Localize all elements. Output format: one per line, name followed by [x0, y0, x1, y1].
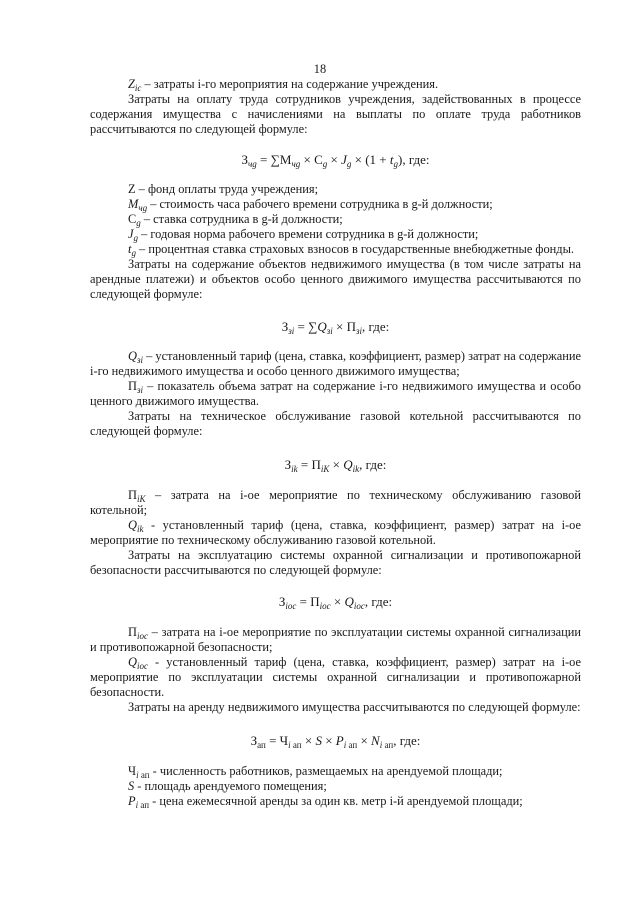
symbol: t — [128, 242, 132, 256]
formula-term: × П — [332, 319, 357, 334]
paragraph-security-costs: Затраты на эксплуатацию системы охранной сигнализации и противопожарной безопасности рассчитываются по следующей формуле: — [90, 548, 581, 577]
formula-term: × — [327, 152, 342, 167]
formula-term: = ∑ — [294, 319, 318, 334]
subscript-index: i — [135, 800, 139, 810]
formula-term: , где: — [393, 733, 421, 748]
formula-sub-text: ап — [382, 740, 394, 750]
formula-term: , где: — [364, 594, 393, 609]
formula-term: J — [341, 152, 347, 167]
formula-term: P — [335, 733, 344, 748]
formula-term: × — [321, 733, 336, 748]
formula-term: = П — [297, 457, 321, 472]
subscript: g — [136, 218, 141, 228]
symbol: Ч — [128, 764, 137, 778]
formula-sub — [344, 740, 357, 750]
formula-sub: iK — [320, 464, 330, 474]
formula-property — [90, 319, 581, 334]
formula-term: Q — [344, 594, 354, 609]
formula-sub: зi — [356, 326, 363, 336]
formula-sub: g — [346, 159, 352, 169]
text: – процентная ставка страховых взносов в государственные внебюджетные фонды. — [135, 242, 574, 256]
formula-term: = П — [296, 594, 320, 609]
subscript: ioc — [136, 661, 148, 671]
formula-term: З — [278, 594, 286, 609]
text: - цена ежемесячной аренды за один кв. метр i-й арендуемой площади; — [149, 794, 523, 808]
paragraph-rent-costs: Затраты на аренду недвижимого имущества рассчитываются по следующей формуле: — [128, 700, 581, 714]
formula-term: × — [301, 733, 316, 748]
formula-term: ), где: — [398, 152, 430, 167]
text: – установленный тариф (цена, ставка, коэффициент, размер) затрат на содержание i-го недвижимого имущества и особо ценного движимого имущества; — [90, 349, 581, 378]
formula-sub: ioc — [319, 601, 331, 611]
formula-sub — [380, 740, 393, 750]
definition-t — [90, 242, 581, 257]
formula-sub: ioc — [285, 601, 297, 611]
formula-term: , где: — [359, 457, 387, 472]
formula-sub: g — [393, 159, 399, 169]
text: - установленный тариф (цена, ставка, коэффициент, размер) затрат на i-ое мероприятие по эксплуатации системы охранной сигнализации и противопожарной безопасности. — [90, 655, 581, 699]
formula-sub-text: ап — [290, 740, 302, 750]
subscript: g — [133, 233, 138, 243]
definition-j — [90, 227, 581, 242]
symbol: Q — [128, 349, 137, 363]
formula-sub: чg — [291, 159, 301, 169]
definition-q-security — [90, 655, 581, 700]
subscript-text: ап — [138, 800, 150, 810]
text: - численность работников, размещаемых на арендуемой площади; — [149, 764, 503, 778]
symbol: S — [128, 779, 135, 793]
definition-m — [90, 197, 581, 212]
formula-term: З — [241, 152, 248, 167]
formula-sub — [288, 740, 301, 750]
definition-p-boiler — [90, 488, 581, 518]
subscript: ic — [134, 83, 142, 93]
formula-term: З — [250, 733, 258, 748]
definition-p-security — [90, 625, 581, 655]
formula-labor — [90, 152, 581, 167]
paragraph-zic — [90, 77, 581, 92]
symbol: Z — [128, 77, 135, 91]
symbol: Q — [128, 518, 137, 532]
formula-rent — [90, 733, 581, 748]
definition-c — [90, 212, 581, 227]
subscript: чg — [138, 203, 148, 213]
formula-sub-text: ап — [346, 740, 358, 750]
symbol: П — [128, 488, 137, 502]
formula-term: t — [389, 152, 394, 167]
subscript: g — [131, 248, 136, 258]
text: – показатель объема затрат на содержание i-го недвижимого имущества и особо ценного движимого имущества. — [90, 379, 581, 408]
text: – затраты i-го мероприятия на содержание учреждения. — [141, 77, 439, 91]
formula-sub: ik — [291, 464, 298, 474]
formula-security — [90, 594, 581, 609]
formula-term: = Ч — [265, 733, 289, 748]
subscript: ik — [136, 524, 144, 534]
text: – стоимость часа рабочего времени сотрудника в g-й должности; — [147, 197, 493, 211]
symbol: Q — [128, 655, 137, 669]
formula-term: Q — [343, 457, 353, 472]
formula-term: × — [330, 594, 345, 609]
formula-boiler — [90, 457, 581, 472]
formula-term: З — [281, 319, 289, 334]
definition-p-property — [90, 379, 581, 409]
subscript-text: ап — [138, 770, 150, 780]
formula-sub-index: i — [288, 740, 291, 750]
paragraph-labor-costs: Затраты на оплату труда сотрудников учреждения, задействованных в процессе содержания имущества с начислениями на выплаты по оплате труда работников рассчитываются по следующей формуле: — [90, 92, 581, 136]
text: – затрата на i-ое мероприятие по техническому обслуживанию газовой котельной; — [90, 488, 581, 517]
formula-sub: ап — [257, 740, 266, 750]
formula-sub-index: i — [379, 740, 383, 750]
definition-ch-rent — [90, 764, 581, 779]
definition-q-boiler — [90, 518, 581, 548]
subscript-index: i — [136, 770, 139, 780]
paragraph-boiler-costs: Затраты на техническое обслуживание газовой котельной рассчитываются по следующей формуле: — [90, 409, 581, 438]
formula-term: , где: — [362, 319, 390, 334]
formula-sub: зi — [288, 326, 295, 336]
symbol: П — [128, 379, 137, 393]
formula-term: N — [371, 733, 380, 748]
text: – затрата на i-ое мероприятие по эксплуатации системы охранной сигнализации и противопожарной безопасности; — [90, 625, 581, 654]
subscript: зi — [136, 385, 143, 395]
formula-sub: зi — [326, 326, 333, 336]
formula-term: S — [315, 733, 322, 748]
definition-z: Z – фонд оплаты труда учреждения; — [128, 182, 319, 196]
document-body — [90, 77, 581, 809]
subscript: ioc — [136, 631, 148, 641]
definition-q-property — [90, 349, 581, 379]
symbol: J — [128, 227, 134, 241]
subscript — [136, 800, 149, 810]
subscript: зi — [136, 355, 143, 365]
formula-term: × С — [300, 152, 323, 167]
symbol: П — [128, 625, 137, 639]
paragraph-property-costs: Затраты на содержание объектов недвижимого имущества (в том числе затраты на арендные платежи) и объектов особо ценного движимого имущества рассчитываются по следующей формуле: — [90, 257, 581, 301]
definition-p-rent — [90, 794, 581, 809]
formula-term: З — [284, 457, 292, 472]
text: – годовая норма рабочего времени сотрудника в g-й должности; — [138, 227, 479, 241]
formula-sub: чg — [247, 159, 257, 169]
symbol: P — [128, 794, 136, 808]
formula-term: × — [329, 457, 344, 472]
symbol: M — [128, 197, 139, 211]
text: - площадь арендуемого помещения; — [134, 779, 327, 793]
formula-sub: ik — [352, 464, 360, 474]
subscript: iK — [136, 494, 146, 504]
formula-term: × — [357, 733, 372, 748]
formula-term: × (1 + — [351, 152, 390, 167]
text: - установленный тариф (цена, ставка, коэффициент, размер) затрат на i-ое мероприятие по техническому обслуживанию газовой котельной. — [90, 518, 581, 547]
formula-sub: g — [322, 159, 328, 169]
symbol: С — [128, 212, 137, 226]
definition-s-rent — [90, 779, 581, 794]
formula-term: Q — [317, 319, 327, 334]
formula-sub-index: i — [343, 740, 347, 750]
text: – ставка сотрудника в g-й должности; — [140, 212, 343, 226]
page-number: 18 — [313, 62, 327, 76]
formula-term: = ∑М — [256, 152, 292, 167]
formula-sub: ioc — [353, 601, 365, 611]
